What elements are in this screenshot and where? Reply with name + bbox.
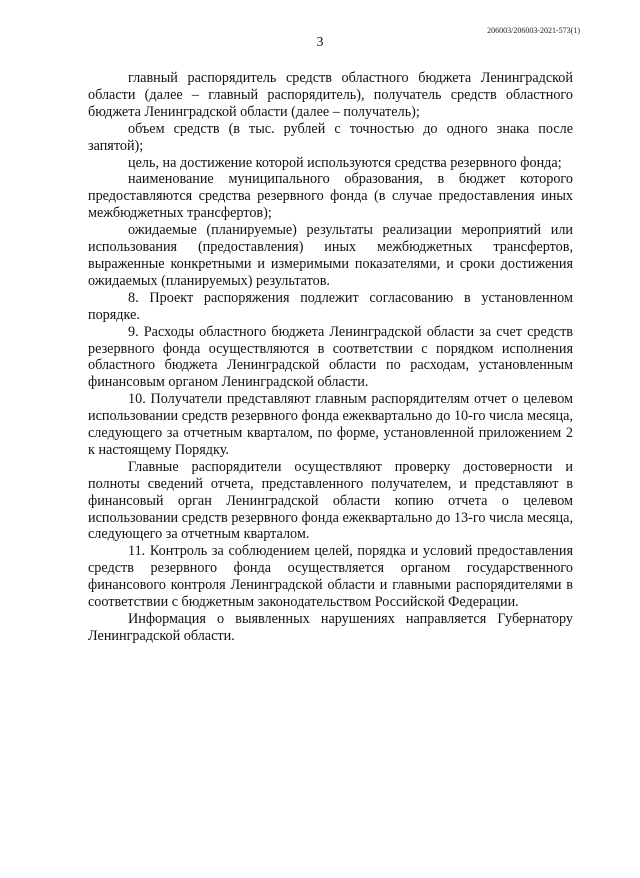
page-number: 3 <box>316 35 324 50</box>
document-id: 206003/206003-2021-573(1) <box>487 26 580 35</box>
paragraph-funds-volume: объем средств (в тыс. рублей с точностью до одного знака после запятой); <box>88 120 573 154</box>
paragraph-item-8: 8. Проект распоряжения подлежит согласованию в установленном порядке. <box>88 289 573 323</box>
paragraph-expected-results: ожидаемые (планируемые) результаты реализации мероприятий или использования (предоставления) иных межбюджетных трансфертов, выраженные конкретными и измеримыми показателями, и сроки достижения ожидаемых (планируемых) результатов. <box>88 222 573 289</box>
paragraph-violations-info: Информация о выявленных нарушениях направляется Губернатору Ленинградской области. <box>88 611 573 644</box>
paragraph-item-10: 10. Получатели представляют главным распорядителям отчет о целевом использовании средств резервного фонда ежеквартально до 10-го числа месяца, следующего за отчетным кварталом, по форме, установленной приложением 2 к настоящему Порядку. <box>88 391 573 458</box>
document-body <box>88 70 573 645</box>
paragraph-purpose: цель, на достижение которой используются средства резервного фонда; <box>128 154 562 171</box>
paragraph-item-9: 9. Расходы областного бюджета Ленинградской области за счет средств резервного фонда осуществляются в соответствии с порядком исполнения областного бюджета Ленинградской области по расходам, установленным финансовым органом Ленинградской области. <box>88 323 573 391</box>
paragraph-verification: Главные распорядители осуществляют проверку достоверности и полноты сведений отчета, представленного получателем, и представляют в финансовый орган Ленинградской области копию отчета о целевом использовании средств резервного фонда ежеквартально до 13-го числа месяца, следующего за отчетным кварталом. <box>88 458 573 543</box>
paragraph-chief-administrator: главный распорядитель средств областного бюджета Ленинградской области (далее – главный распорядитель), получатель средств областного бюджета Ленинградской области (далее – получатель); <box>88 70 573 120</box>
paragraph-item-11: 11. Контроль за соблюдением целей, порядка и условий предоставления средств резервного фонда осуществляется органом государственного финансового контроля Ленинградской области и главными распорядителями в соответствии с бюджетным законодательством Российской Федерации. <box>88 543 573 611</box>
paragraph-municipality: наименование муниципального образования, в бюджет которого предоставляются средства резервного фонда (в случае предоставления иных межбюджетных трансфертов); <box>88 171 573 222</box>
